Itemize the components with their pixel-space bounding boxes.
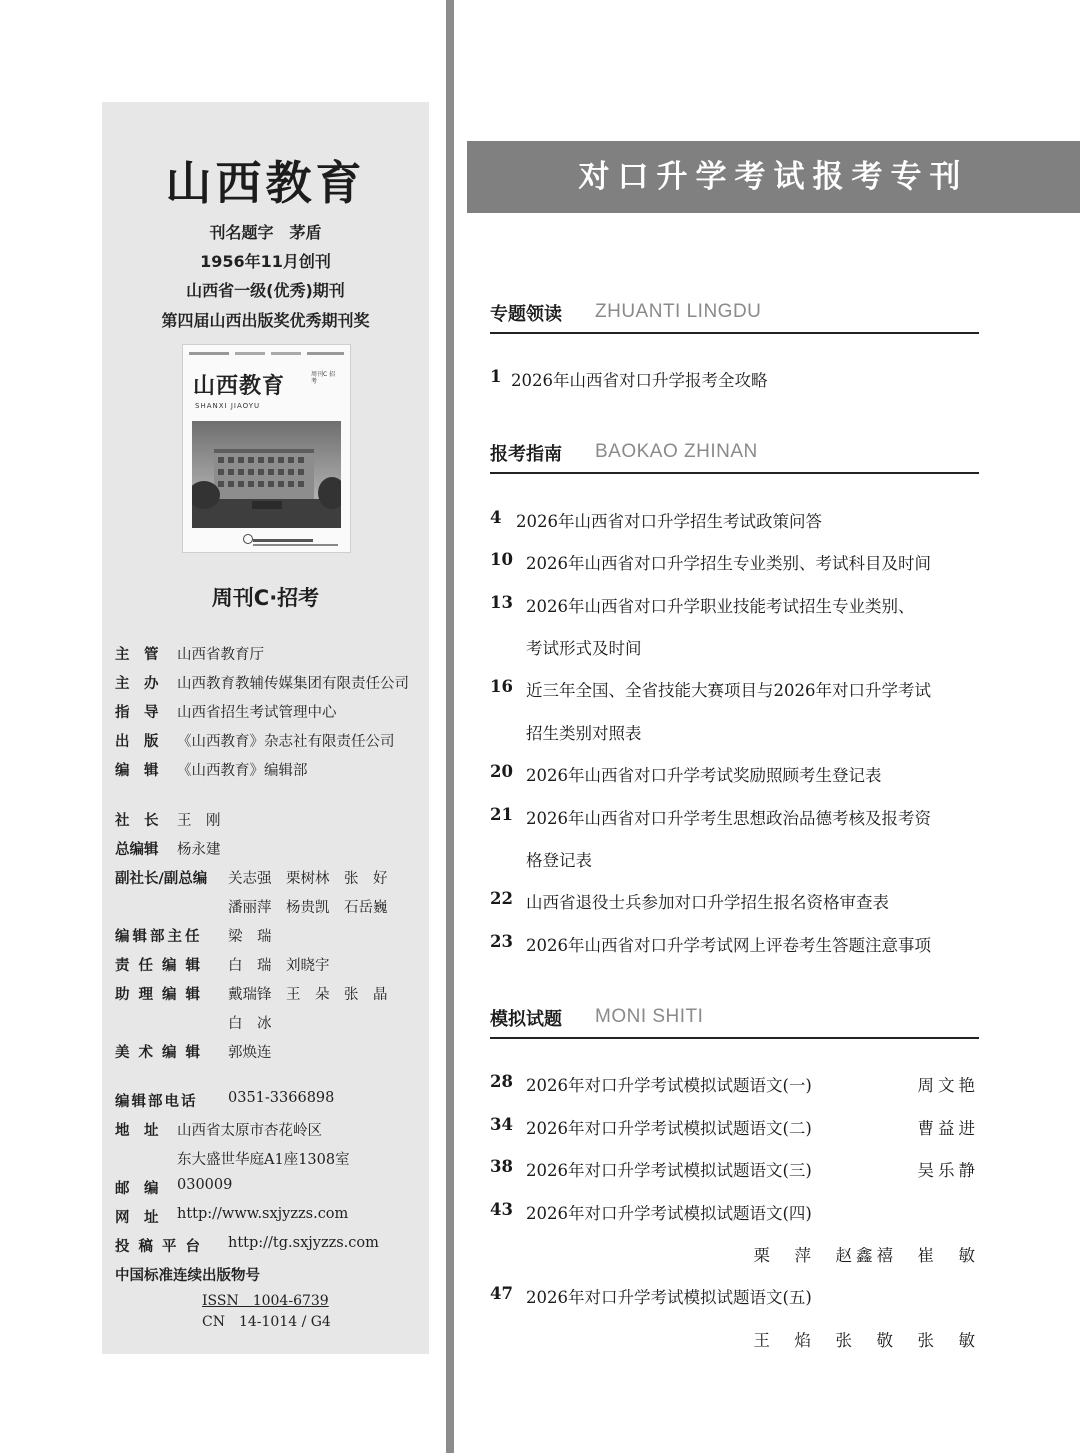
masthead-title: 山西教育 <box>165 156 366 210</box>
page-number: 23 <box>490 932 513 951</box>
entry-title: 山西省退役士兵参加对口升学招生报名资格审查表 <box>526 893 889 912</box>
row-value: 关志强 栗树林 张 好 <box>228 871 388 887</box>
row-label: 编辑部主任 <box>115 929 203 945</box>
cover-footer-strip <box>253 538 343 551</box>
entry-title: 2026年山西省对口升学招生考试政策问答 <box>516 512 822 531</box>
page-number: 13 <box>490 593 513 612</box>
row-label: 编辑部电话 <box>115 1094 198 1110</box>
issn-number: ISSN 1004-6739 <box>202 1293 329 1309</box>
section-header <box>490 440 979 474</box>
row-value: 杨永建 <box>177 842 221 858</box>
entry-title: 2026年山西省对口升学考试奖励照顾考生登记表 <box>526 766 882 785</box>
page-divider <box>446 0 454 1453</box>
page-number: 10 <box>490 550 513 569</box>
entry-author: 周文艳 <box>917 1076 979 1095</box>
row-label: 美术编辑 <box>115 1045 209 1061</box>
page-number: 28 <box>490 1072 513 1091</box>
school-logo-icon <box>243 534 253 544</box>
row-value: 山西省教育厅 <box>177 647 264 663</box>
row-label: 邮 编 <box>115 1181 159 1197</box>
entry-title: 2026年山西省对口升学职业技能考试招生专业类别、 <box>526 597 915 616</box>
section-title: 专题领读 <box>490 304 562 325</box>
section-title: 模拟试题 <box>490 1009 562 1030</box>
entry-title: 2026年对口升学考试模拟试题语文(五) <box>526 1288 812 1307</box>
section-pinyin: MONI SHITI <box>595 1006 704 1027</box>
page-number: 20 <box>490 762 513 781</box>
cover-thumbnail <box>182 344 351 553</box>
section-header <box>490 300 979 334</box>
row-value: 《山西教育》编辑部 <box>177 763 308 779</box>
entry-title: 2026年山西省对口升学考生思想政治品德考核及报考资 <box>526 809 931 828</box>
row-label: 主 办 <box>115 676 159 692</box>
entry-title: 2026年对口升学考试模拟试题语文(三) <box>526 1161 812 1180</box>
website-link[interactable]: http://www.sxjyzzs.com <box>177 1206 349 1222</box>
entry-title: 招生类别对照表 <box>526 724 642 743</box>
row-value: 潘丽萍 杨贵凯 石岳巍 <box>228 900 388 916</box>
row-value: 山西教育教辅传媒集团有限责任公司 <box>177 676 409 692</box>
section-title: 报考指南 <box>490 444 562 465</box>
submission-link[interactable]: http://tg.sxjyzzs.com <box>228 1235 379 1251</box>
row-value: 030009 <box>177 1177 233 1193</box>
row-value: 梁 瑞 <box>228 929 272 945</box>
row-value: 郭焕连 <box>228 1045 272 1061</box>
cover-issue: 周刊C 招考 <box>311 371 336 385</box>
row-label: 责任编辑 <box>115 958 209 974</box>
page-number: 43 <box>490 1200 513 1219</box>
edition-label: 周刊C·招考 <box>211 586 320 610</box>
entry-title: 格登记表 <box>526 851 592 870</box>
entry-title: 2026年山西省对口升学招生专业类别、考试科目及时间 <box>526 554 931 573</box>
entry-title: 近三年全国、全省技能大赛项目与2026年对口升学考试 <box>526 681 931 700</box>
cover-photo <box>192 421 341 528</box>
row-label: 中国标准连续出版物号 <box>115 1268 260 1284</box>
row-value: 山西省太原市杏花岭区 <box>177 1123 322 1139</box>
page-number: 34 <box>490 1115 513 1134</box>
row-value: 戴瑞锋 王 朵 张 晶 <box>228 987 388 1003</box>
cover-subtitle: SHANXI JIAOYU <box>195 402 261 410</box>
section-header <box>490 1005 979 1039</box>
section-pinyin: BAOKAO ZHINAN <box>595 441 758 462</box>
page-number: 21 <box>490 805 513 824</box>
row-label: 地 址 <box>115 1123 159 1139</box>
entry-author: 栗 萍 赵鑫禧 崔 敏 <box>753 1246 979 1265</box>
row-label: 投稿平台 <box>115 1239 209 1255</box>
entry-author: 王 焰 张 敬 张 敏 <box>753 1331 979 1350</box>
entry-title: 2026年对口升学考试模拟试题语文(一) <box>526 1076 812 1095</box>
row-value: 白 瑞 刘晓宇 <box>228 958 330 974</box>
award-line: 第四届山西出版奖优秀期刊奖 <box>161 311 370 330</box>
row-label: 社 长 <box>115 813 159 829</box>
entry-author: 吴乐静 <box>917 1161 979 1180</box>
entry-author: 曹益进 <box>917 1119 979 1138</box>
cn-number: CN 14-1014 / G4 <box>202 1314 331 1330</box>
row-label: 指 导 <box>115 705 159 721</box>
cover-title: 山西教育 <box>193 373 286 399</box>
row-label: 副社长/副总编 <box>115 871 208 887</box>
row-label: 网 址 <box>115 1210 159 1226</box>
page-number: 1 <box>490 367 502 386</box>
row-label: 助理编辑 <box>115 987 209 1003</box>
row-value: 《山西教育》杂志社有限责任公司 <box>177 734 395 750</box>
issue-banner-title: 对口升学考试报考专刊 <box>578 159 969 195</box>
row-value: 白 冰 <box>228 1016 272 1032</box>
entry-title: 2026年山西省对口升学报考全攻略 <box>511 371 768 390</box>
masthead-panel <box>102 102 429 1354</box>
issue-banner <box>467 141 1080 213</box>
entry-title: 2026年对口升学考试模拟试题语文(四) <box>526 1204 812 1223</box>
founded-date: 1956年11月创刊 <box>200 252 331 271</box>
page-number: 22 <box>490 889 513 908</box>
entry-title: 考试形式及时间 <box>526 639 642 658</box>
row-value: 王 刚 <box>177 813 221 829</box>
row-value: 东大盛世华庭A1座1308室 <box>177 1152 350 1168</box>
entry-title: 2026年对口升学考试模拟试题语文(二) <box>526 1119 812 1138</box>
row-label: 总编辑 <box>115 842 159 858</box>
row-label: 出 版 <box>115 734 159 750</box>
row-label: 编 辑 <box>115 763 159 779</box>
page-number: 16 <box>490 677 513 696</box>
journal-rank: 山西省一级(优秀)期刊 <box>186 281 345 300</box>
page-number: 47 <box>490 1284 513 1303</box>
cover-header-strip <box>189 351 344 362</box>
page-number: 4 <box>490 508 502 527</box>
calligraphy-credit: 刊名题字 茅盾 <box>209 223 322 242</box>
row-label: 主 管 <box>115 647 159 663</box>
page-number: 38 <box>490 1157 513 1176</box>
row-value: 山西省招生考试管理中心 <box>177 705 337 721</box>
row-value: 0351-3366898 <box>228 1090 335 1106</box>
entry-title: 2026年山西省对口升学考试网上评卷考生答题注意事项 <box>526 936 931 955</box>
section-pinyin: ZHUANTI LINGDU <box>595 301 762 322</box>
